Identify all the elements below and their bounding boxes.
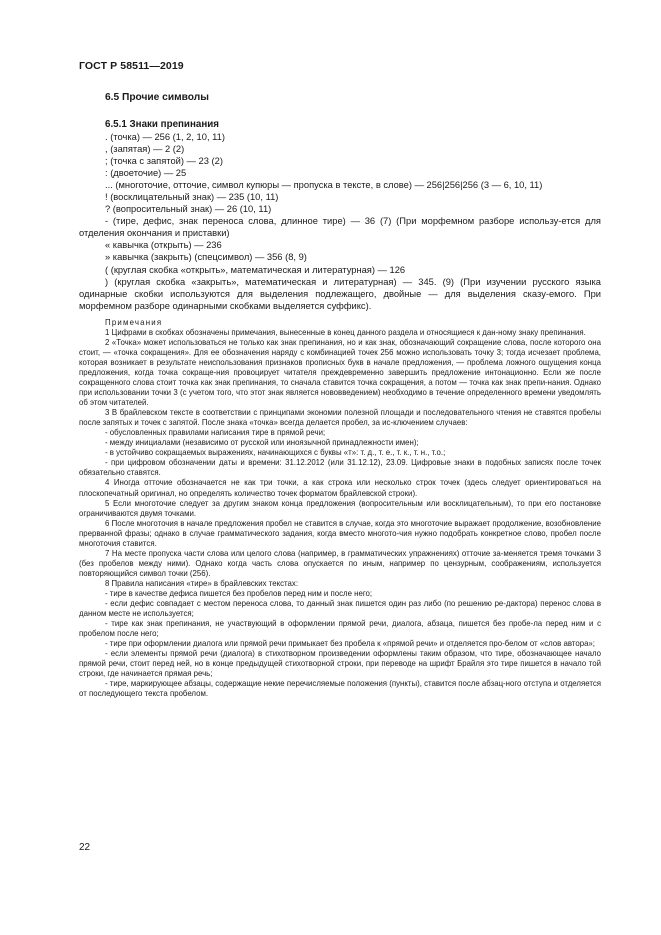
list-item: » кавычка (закрыть) (спецсимвол) — 356 (8, 9) <box>105 252 307 263</box>
note-paragraph: 4 Иногда отточие обозначается не как три точки, а как строка или несколько строк точек (здесь следует ориентироваться на плоскопечатный оригинал, но определять количество точек форматом брайлевской строки). <box>79 478 601 498</box>
note-paragraph: 8 Правила написания «тире» в брайлевских текстах: <box>105 578 298 588</box>
note-paragraph: - тире в качестве дефиса пишется без пробелов перед ним и после него; <box>105 588 373 598</box>
page-number: 22 <box>79 842 91 853</box>
note-paragraph: - в устойчиво сокращаемых выражениях, начинающихся с буквы «т»: т. д., т. е., т. к., т. н., т.о.; <box>105 448 446 458</box>
standard-header: ГОСТ Р 58511—2019 <box>79 60 184 72</box>
section-heading: 6.5 Прочие символы <box>105 92 209 103</box>
note-paragraph: 3 В брайлевском тексте в соответствии с принципами экономии полезной площади и последовательного чтения не ставятся пробелы после запятых и точек с запятой. После знака «точка» всегда делается пробел, за ис-ключением случаев: <box>79 408 601 428</box>
note-paragraph: - тире как знак препинания, не участвующий в оформлении прямой речи, диалога, абзаца, пишется без пробе-ла перед ним и с пробелом после него; <box>79 619 601 639</box>
note-paragraph: - между инициалами (независимо от русской или иноязычной принадлежности имен); <box>105 438 419 448</box>
list-item: « кавычка (открыть) — 236 <box>105 240 222 251</box>
subsection-heading: 6.5.1 Знаки препинания <box>105 119 219 130</box>
note-paragraph: 6 После многоточия в начале предложения пробел не ставится в случае, когда это многоточие выражает продолжение, возобновление прерванной фразы; однако в случае грамматического задания, когда вместо многото-чия нужно подобрать конкретное слово, пробел после многоточия ставится. <box>79 518 601 548</box>
list-item: . (точка) — 256 (1, 2, 10, 11) <box>105 132 225 142</box>
page-content <box>79 91 601 699</box>
list-item: , (запятая) — 2 (2) <box>105 144 185 155</box>
note-paragraph: - если элементы прямой речи (диалога) в стихотворном произведении оформлены таким образом, что тире, обозначающее начало прямой речи, стоит перед ней, но в конце предыдущей стихотворной строки, при переводе на шрифт Брайля это тире пишется в начало той строки, где начинается прямая речь; <box>79 649 601 679</box>
note-paragraph: - тире при оформлении диалога или прямой речи примыкает без пробела к «прямой речи» и отделяется про-белом от «слов автора»; <box>105 639 595 649</box>
list-item: - (тире, дефис, знак переноса слова, длинное тире) — 36 (7) (При морфемном разборе использу-ется для отделения окончания и приставки) <box>79 216 601 239</box>
notes-section <box>79 318 601 700</box>
note-paragraph: - тире, маркирующее абзацы, содержащие некие перечисляемые положения (пункты), ставится после абзац-ного отступа и отделяется от последующего текста пробелом. <box>79 679 601 699</box>
note-paragraph: 7 На месте пропуска части слова или целого слова (например, в грамматических упражнениях) отточие за-меняется тремя точками 3 (без пробелов между ними). Однако когда часть слова опускается по иным, например по цензурным, соображениям, используется повторяющийся символ точки (256). <box>79 548 601 578</box>
notes-title: Примечания <box>105 317 163 327</box>
note-paragraph: - при цифровом обозначении даты и времени: 31.12.2012 (или 31.12.12), 23.09. Цифровые знаки в подобных записях после точек обязательно ставятся. <box>79 458 601 478</box>
list-item: ! (восклицательный знак) — 235 (10, 11) <box>105 192 279 203</box>
note-paragraph: - обусловленных правилами написания тире в прямой речи; <box>105 428 326 438</box>
note-paragraph: 2 «Точка» может использоваться не только как знак препинания, но и как знак, обозначающий сокращение слова, после которого она стоит, — «точка сокращения». Для ее обозначения наряду с комбинацией точек 256 можно использовать точку 3; тогда исчезает проблема, которая возникает в результате неиспользования признаков прописных букв в начале предложения, — проблема ложного ощущения конца предложения, когда точка сокраще-ния провоцирует читателя преждевременно завершить предложение интонационно. Если же после сокращенного слова стоит точка как знак препинания, то сначала ставится точка сокращения, а потом — точка как знак препи-нания. Однако при использовании точки 3 (с учетом того, что этот знак является нововведением) необходимо в течение определенного времени уведомлять об этом читателей. <box>79 337 601 408</box>
list-item: ... (многоточие, отточие, символ купюры — пропуска в тексте, в слове) — 256|256|256 (3 — 6, 10, 11) <box>105 180 543 191</box>
note-paragraph: 5 Если многоточие следует за другим знаком конца предложения (вопросительным или восклицательным), то при его постановке ограничиваются двумя точками. <box>79 498 601 518</box>
list-item: ) (круглая скобка «закрыть», математическая и литературная) — 345. (9) (При изучении русского языка одинарные скобки используются для выделения подлежащего, двойные — для выделения сказу-емого. При морфемном разборе одинарными скобками выделяется суффикс). <box>79 276 601 311</box>
list-item: : (двоеточие) — 25 <box>105 168 187 179</box>
punctuation-list <box>79 131 601 312</box>
list-item: ? (вопросительный знак) — 26 (10, 11) <box>105 204 272 215</box>
note-paragraph: - если дефис совпадает с местом переноса слова, то данный знак пишется один раз либо (по решению ре-дактора) перенос слова в данном месте не используется; <box>79 599 601 619</box>
note-paragraph: 1 Цифрами в скобках обозначены примечания, вынесенные в конец данного раздела и относящиеся к дан-ному знаку препинания. <box>105 327 586 337</box>
list-item: ; (точка с запятой) — 23 (2) <box>105 156 223 167</box>
list-item: ( (круглая скобка «открыть», математическая и литературная) — 126 <box>105 264 406 275</box>
